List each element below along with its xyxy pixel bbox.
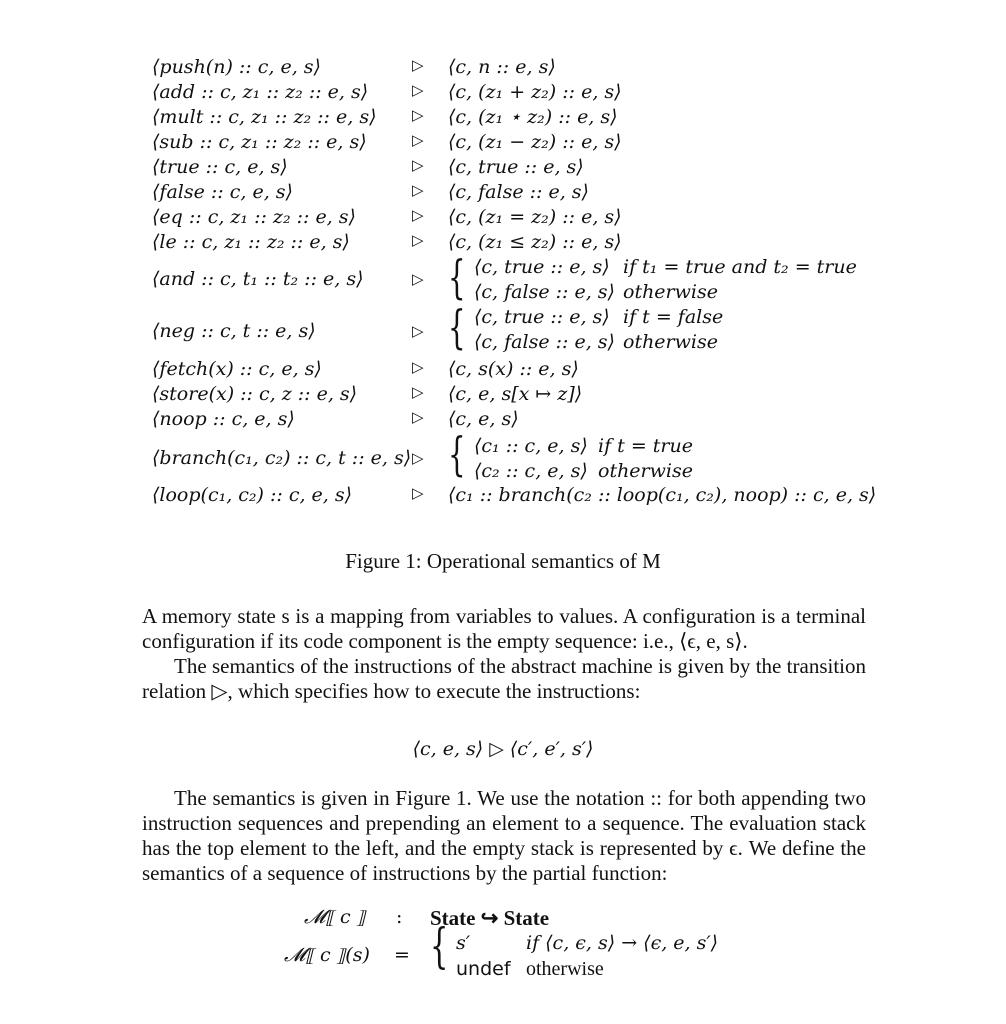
transition-arrow: ▷ xyxy=(412,484,424,502)
left-brace: { xyxy=(448,427,466,481)
transition-arrow: ▷ xyxy=(412,81,424,99)
left-brace: { xyxy=(430,918,449,974)
case-condition: otherwise xyxy=(526,958,604,980)
case-result: ⟨c, true :: e, s⟩ xyxy=(474,306,610,328)
left-brace: { xyxy=(448,250,466,304)
transition-arrow: ▷ xyxy=(412,131,424,149)
rule-lhs: ⟨mult :: c, z₁ :: z₂ :: e, s⟩ xyxy=(152,106,377,128)
rule-rhs: ⟨c, true :: e, s⟩ xyxy=(448,156,584,178)
transition-arrow: ▷ xyxy=(412,270,424,288)
rule-lhs: ⟨store(x) :: c, z :: e, s⟩ xyxy=(152,383,358,405)
rule-neg xyxy=(152,300,872,356)
rule-lhs: ⟨sub :: c, z₁ :: z₂ :: e, s⟩ xyxy=(152,131,367,153)
case-result: ⟨c, false :: e, s⟩ xyxy=(474,281,615,303)
case-condition: otherwise xyxy=(623,281,718,303)
case-condition: if t = true xyxy=(598,435,693,457)
rule-rhs: ⟨c, e, s[x ↦ z]⟩ xyxy=(448,383,583,405)
rule-rhs: ⟨c, n :: e, s⟩ xyxy=(448,56,556,78)
rule-lhs: ⟨noop :: c, e, s⟩ xyxy=(152,408,295,430)
rule-lhs: ⟨eq :: c, z₁ :: z₂ :: e, s⟩ xyxy=(152,206,356,228)
transition-arrow: ▷ xyxy=(412,358,424,376)
transition-arrow: ▷ xyxy=(412,206,424,224)
rule-branch xyxy=(152,427,872,483)
case-result: ⟨c, true :: e, s⟩ xyxy=(474,256,610,278)
left-brace: { xyxy=(448,300,466,354)
rule-rhs: ⟨c, false :: e, s⟩ xyxy=(448,181,589,203)
rule-rhs: ⟨c, (z₁ + z₂) :: e, s⟩ xyxy=(448,81,622,103)
transition-arrow: ▷ xyxy=(412,383,424,401)
meaning-signature-lhs: 𝓜⟦ c ⟧ xyxy=(304,906,366,928)
rule-lhs: ⟨true :: c, e, s⟩ xyxy=(152,156,288,178)
rule-lhs: ⟨and :: c, t₁ :: t₂ :: e, s⟩ xyxy=(152,268,364,290)
rule-rhs: ⟨c, (z₁ ≤ z₂) :: e, s⟩ xyxy=(448,231,622,253)
colon: : xyxy=(396,906,403,928)
transition-arrow: ▷ xyxy=(412,181,424,199)
rule-rhs: ⟨c, (z₁ ⋆ z₂) :: e, s⟩ xyxy=(448,106,618,128)
paragraph-memory-state: A memory state s is a mapping from variables to values. A configuration is a terminal configuration if its code component is the empty sequence: i.e., ⟨ϵ, e, s⟩. xyxy=(142,604,866,653)
case-condition: otherwise xyxy=(598,460,693,482)
transition-arrow: ▷ xyxy=(412,106,424,124)
transition-arrow: ▷ xyxy=(412,56,424,74)
case-result: s′ xyxy=(456,932,471,954)
rule-lhs: ⟨branch(c₁, c₂) :: c, t :: e, s⟩ xyxy=(152,447,412,469)
rule-rhs: ⟨c, s(x) :: e, s⟩ xyxy=(448,358,579,380)
case-condition: if ⟨c, ϵ, s⟩ → ⟨ϵ, e, s′⟩ xyxy=(526,932,719,954)
transition-arrow: ▷ xyxy=(412,156,424,174)
transition-arrow: ▷ xyxy=(412,231,424,249)
paragraph-transition: The semantics of the instructions of the abstract machine is given by the transition relation ▷, which specifies how to execute the instructions: xyxy=(142,654,866,703)
paragraph-semantics: The semantics is given in Figure 1. We use the notation :: for both appending two instruction sequences and prepending an element to a sequence. The evaluation stack has the top element to the left, and the empty stack is represented by ϵ. We define the semantics of a sequence of instructions by the partial function: xyxy=(142,786,866,885)
rule-rhs: ⟨c, e, s⟩ xyxy=(448,408,519,430)
transition-arrow: ▷ xyxy=(412,322,424,340)
signature-type: State ↪ State xyxy=(430,906,550,930)
rule-lhs: ⟨neg :: c, t :: e, s⟩ xyxy=(152,320,316,342)
transition-arrow: ▷ xyxy=(412,449,424,467)
rule-lhs: ⟨add :: c, z₁ :: z₂ :: e, s⟩ xyxy=(152,81,369,103)
rule-lhs: ⟨loop(c₁, c₂) :: c, e, s⟩ xyxy=(152,484,353,506)
rule-rhs: ⟨c, (z₁ = z₂) :: e, s⟩ xyxy=(448,206,622,228)
display-equation: ⟨c, e, s⟩ ▷ ⟨c′, e′, s′⟩ xyxy=(412,738,594,760)
case-result: undef xyxy=(456,958,511,980)
case-result: ⟨c₂ :: c, e, s⟩ xyxy=(474,460,588,482)
case-result: ⟨c, false :: e, s⟩ xyxy=(474,331,615,353)
transition-arrow: ▷ xyxy=(412,408,424,426)
rule-lhs: ⟨fetch(x) :: c, e, s⟩ xyxy=(152,358,322,380)
figure-caption: Figure 1: Operational semantics of M xyxy=(345,549,661,573)
rule-lhs: ⟨le :: c, z₁ :: z₂ :: e, s⟩ xyxy=(152,231,350,253)
meaning-application-lhs: 𝓜⟦ c ⟧(s) xyxy=(284,944,370,966)
case-condition: if t = false xyxy=(623,306,724,328)
rule-and xyxy=(152,250,872,306)
case-result: ⟨c₁ :: c, e, s⟩ xyxy=(474,435,588,457)
equals-sign: = xyxy=(394,944,410,966)
rule-rhs: ⟨c₁ :: branch(c₂ :: loop(c₁, c₂), noop) :: c, e, s⟩ xyxy=(448,484,877,506)
case-condition: otherwise xyxy=(623,331,718,353)
rule-rhs: ⟨c, (z₁ − z₂) :: e, s⟩ xyxy=(448,131,622,153)
rule-lhs: ⟨false :: c, e, s⟩ xyxy=(152,181,293,203)
rule-lhs: ⟨push(n) :: c, e, s⟩ xyxy=(152,56,321,78)
case-condition: if t₁ = true and t₂ = true xyxy=(623,256,857,278)
